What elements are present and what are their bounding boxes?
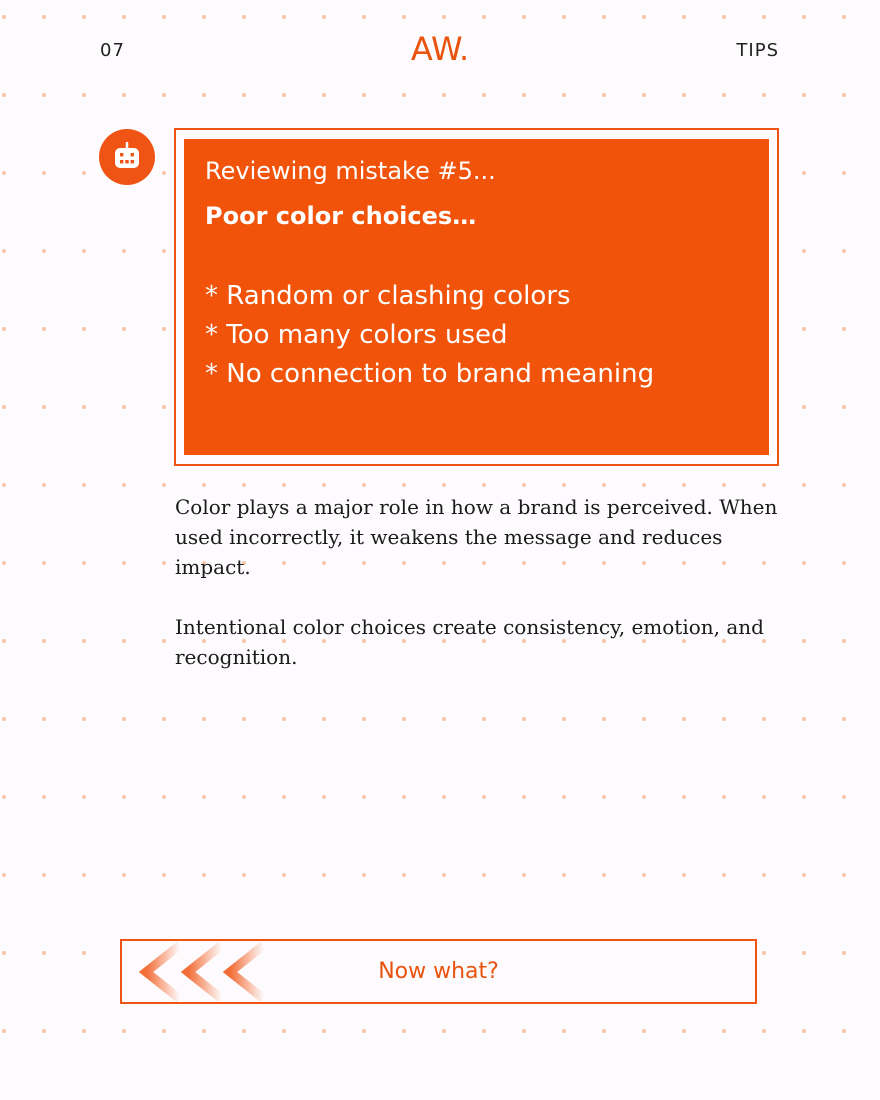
grid-dot — [322, 93, 326, 97]
grid-dot — [402, 717, 406, 721]
grid-dot — [42, 951, 46, 955]
grid-dot — [762, 1029, 766, 1033]
grid-dot — [2, 1029, 6, 1033]
grid-dot — [522, 1029, 526, 1033]
grid-dot — [842, 717, 846, 721]
grid-dot — [842, 795, 846, 799]
grid-dot — [442, 717, 446, 721]
grid-dot — [202, 15, 206, 19]
grid-dot — [242, 483, 246, 487]
grid-dot — [282, 15, 286, 19]
grid-dot — [122, 327, 126, 331]
grid-dot — [842, 639, 846, 643]
grid-dot — [42, 249, 46, 253]
grid-dot — [122, 93, 126, 97]
grid-dot — [362, 15, 366, 19]
robot-avatar — [99, 129, 155, 185]
grid-dot — [562, 795, 566, 799]
grid-dot — [842, 873, 846, 877]
grid-dot — [162, 15, 166, 19]
grid-dot — [402, 873, 406, 877]
now-what-button[interactable] — [120, 939, 757, 1004]
grid-dot — [442, 795, 446, 799]
grid-dot — [842, 93, 846, 97]
grid-dot — [482, 15, 486, 19]
grid-dot — [762, 873, 766, 877]
grid-dot — [842, 15, 846, 19]
grid-dot — [202, 93, 206, 97]
grid-dot — [682, 1029, 686, 1033]
grid-dot — [602, 873, 606, 877]
grid-dot — [282, 795, 286, 799]
grid-dot — [162, 561, 166, 565]
grid-dot — [562, 717, 566, 721]
grid-dot — [362, 795, 366, 799]
grid-dot — [722, 93, 726, 97]
grid-dot — [522, 483, 526, 487]
grid-dot — [122, 405, 126, 409]
grid-dot — [322, 717, 326, 721]
grid-dot — [162, 639, 166, 643]
grid-dot — [42, 795, 46, 799]
body-paragraph: Intentional color choices create consistency, emotion, and recognition. — [175, 615, 764, 669]
grid-dot — [762, 795, 766, 799]
robot-icon — [112, 142, 142, 172]
grid-dot — [242, 93, 246, 97]
grid-dot — [482, 873, 486, 877]
grid-dot — [442, 93, 446, 97]
grid-dot — [242, 1029, 246, 1033]
grid-dot — [122, 873, 126, 877]
grid-dot — [442, 483, 446, 487]
grid-dot — [82, 717, 86, 721]
grid-dot — [242, 717, 246, 721]
grid-dot — [82, 15, 86, 19]
grid-dot — [762, 951, 766, 955]
grid-dot — [42, 405, 46, 409]
grid-dot — [122, 1029, 126, 1033]
grid-dot — [2, 171, 6, 175]
grid-dot — [2, 561, 6, 565]
grid-dot — [842, 249, 846, 253]
grid-dot — [122, 561, 126, 565]
grid-dot — [2, 873, 6, 877]
grid-dot — [642, 483, 646, 487]
brand-logo: AW. — [410, 30, 470, 68]
grid-dot — [202, 795, 206, 799]
grid-dot — [802, 249, 806, 253]
grid-dot — [402, 1029, 406, 1033]
body-paragraph: Color plays a major role in how a brand is perceived. When used incorrectly, it weakens the message and reduces impact. — [175, 495, 778, 579]
grid-dot — [722, 1029, 726, 1033]
grid-dot — [442, 1029, 446, 1033]
grid-dot — [842, 1029, 846, 1033]
grid-dot — [162, 171, 166, 175]
grid-dot — [562, 483, 566, 487]
grid-dot — [482, 795, 486, 799]
grid-dot — [802, 951, 806, 955]
grid-dot — [82, 561, 86, 565]
grid-dot — [82, 171, 86, 175]
mistake-list-item: * Too many colors used — [205, 320, 508, 350]
grid-dot — [482, 1029, 486, 1033]
grid-dot — [722, 717, 726, 721]
grid-dot — [82, 93, 86, 97]
grid-dot — [642, 93, 646, 97]
grid-dot — [2, 483, 6, 487]
grid-dot — [642, 795, 646, 799]
grid-dot — [802, 561, 806, 565]
grid-dot — [802, 93, 806, 97]
grid-dot — [122, 483, 126, 487]
grid-dot — [802, 15, 806, 19]
grid-dot — [282, 717, 286, 721]
grid-dot — [42, 171, 46, 175]
grid-dot — [682, 483, 686, 487]
grid-dot — [602, 93, 606, 97]
grid-dot — [202, 1029, 206, 1033]
grid-dot — [162, 873, 166, 877]
grid-dot — [162, 795, 166, 799]
grid-dot — [642, 1029, 646, 1033]
grid-dot — [82, 1029, 86, 1033]
grid-dot — [642, 15, 646, 19]
grid-dot — [242, 873, 246, 877]
grid-dot — [722, 15, 726, 19]
grid-dot — [762, 15, 766, 19]
message-bubble-body — [184, 139, 769, 455]
grid-dot — [2, 951, 6, 955]
grid-dot — [642, 873, 646, 877]
grid-dot — [802, 483, 806, 487]
grid-dot — [82, 639, 86, 643]
grid-dot — [402, 483, 406, 487]
grid-dot — [122, 15, 126, 19]
grid-dot — [82, 795, 86, 799]
grid-dot — [602, 717, 606, 721]
grid-dot — [322, 873, 326, 877]
grid-dot — [322, 483, 326, 487]
grid-dot — [162, 483, 166, 487]
grid-dot — [602, 795, 606, 799]
grid-dot — [42, 717, 46, 721]
grid-dot — [122, 249, 126, 253]
grid-dot — [122, 639, 126, 643]
grid-dot — [762, 717, 766, 721]
grid-dot — [762, 93, 766, 97]
grid-dot — [562, 1029, 566, 1033]
grid-dot — [562, 93, 566, 97]
grid-dot — [682, 717, 686, 721]
grid-dot — [802, 639, 806, 643]
grid-dot — [42, 639, 46, 643]
grid-dot — [802, 873, 806, 877]
grid-dot — [762, 483, 766, 487]
grid-dot — [2, 639, 6, 643]
grid-dot — [82, 327, 86, 331]
grid-dot — [162, 327, 166, 331]
grid-dot — [282, 873, 286, 877]
message-intro: Reviewing mistake #5... — [205, 157, 496, 185]
grid-dot — [642, 717, 646, 721]
now-what-label: Now what? — [378, 959, 499, 984]
grid-dot — [2, 795, 6, 799]
grid-dot — [242, 15, 246, 19]
grid-dot — [802, 1029, 806, 1033]
grid-dot — [602, 1029, 606, 1033]
grid-dot — [802, 327, 806, 331]
grid-dot — [802, 717, 806, 721]
grid-dot — [202, 717, 206, 721]
mistake-list-item: * Random or clashing colors — [205, 281, 571, 311]
grid-dot — [162, 249, 166, 253]
grid-dot — [242, 795, 246, 799]
grid-dot — [842, 561, 846, 565]
grid-dot — [842, 405, 846, 409]
grid-dot — [42, 327, 46, 331]
grid-dot — [2, 717, 6, 721]
grid-dot — [322, 795, 326, 799]
grid-dot — [42, 1029, 46, 1033]
grid-dot — [42, 483, 46, 487]
grid-dot — [682, 795, 686, 799]
grid-dot — [82, 873, 86, 877]
grid-dot — [722, 483, 726, 487]
grid-dot — [522, 873, 526, 877]
grid-dot — [82, 951, 86, 955]
grid-dot — [802, 795, 806, 799]
grid-dot — [42, 561, 46, 565]
grid-dot — [722, 873, 726, 877]
grid-dot — [362, 717, 366, 721]
page-number: 07 — [100, 40, 125, 61]
grid-dot — [602, 483, 606, 487]
grid-dot — [202, 483, 206, 487]
grid-dot — [482, 93, 486, 97]
grid-dot — [2, 405, 6, 409]
grid-dot — [562, 873, 566, 877]
grid-dot — [522, 93, 526, 97]
category-label: TIPS — [736, 40, 779, 61]
grid-dot — [362, 1029, 366, 1033]
grid-dot — [2, 249, 6, 253]
grid-dot — [82, 483, 86, 487]
grid-dot — [842, 951, 846, 955]
grid-dot — [842, 327, 846, 331]
grid-dot — [802, 171, 806, 175]
grid-dot — [442, 15, 446, 19]
grid-dot — [402, 795, 406, 799]
grid-dot — [162, 405, 166, 409]
message-bubble — [174, 128, 779, 466]
grid-dot — [522, 15, 526, 19]
grid-dot — [522, 795, 526, 799]
grid-dot — [2, 327, 6, 331]
grid-dot — [2, 15, 6, 19]
grid-dot — [162, 1029, 166, 1033]
grid-dot — [42, 15, 46, 19]
grid-dot — [122, 717, 126, 721]
grid-dot — [842, 483, 846, 487]
grid-dot — [682, 93, 686, 97]
grid-dot — [282, 483, 286, 487]
grid-dot — [362, 873, 366, 877]
grid-dot — [682, 873, 686, 877]
grid-dot — [482, 483, 486, 487]
grid-dot — [802, 405, 806, 409]
grid-dot — [42, 93, 46, 97]
grid-dot — [522, 717, 526, 721]
grid-dot — [42, 873, 46, 877]
grid-dot — [162, 717, 166, 721]
grid-dot — [402, 93, 406, 97]
body-copy — [175, 492, 785, 702]
grid-dot — [362, 483, 366, 487]
grid-dot — [442, 873, 446, 877]
grid-dot — [162, 93, 166, 97]
grid-dot — [602, 15, 606, 19]
grid-dot — [562, 15, 566, 19]
grid-dot — [362, 93, 366, 97]
grid-dot — [202, 873, 206, 877]
grid-dot — [482, 717, 486, 721]
grid-dot — [402, 15, 406, 19]
mistake-list-item: * No connection to brand meaning — [205, 359, 655, 389]
grid-dot — [282, 93, 286, 97]
grid-dot — [282, 1029, 286, 1033]
grid-dot — [842, 171, 846, 175]
message-title: Poor color choices… — [205, 202, 477, 230]
grid-dot — [682, 15, 686, 19]
grid-dot — [82, 405, 86, 409]
grid-dot — [722, 795, 726, 799]
grid-dot — [82, 249, 86, 253]
grid-dot — [322, 1029, 326, 1033]
mistake-list — [205, 277, 654, 394]
grid-dot — [122, 795, 126, 799]
grid-dot — [2, 93, 6, 97]
grid-dot — [322, 15, 326, 19]
